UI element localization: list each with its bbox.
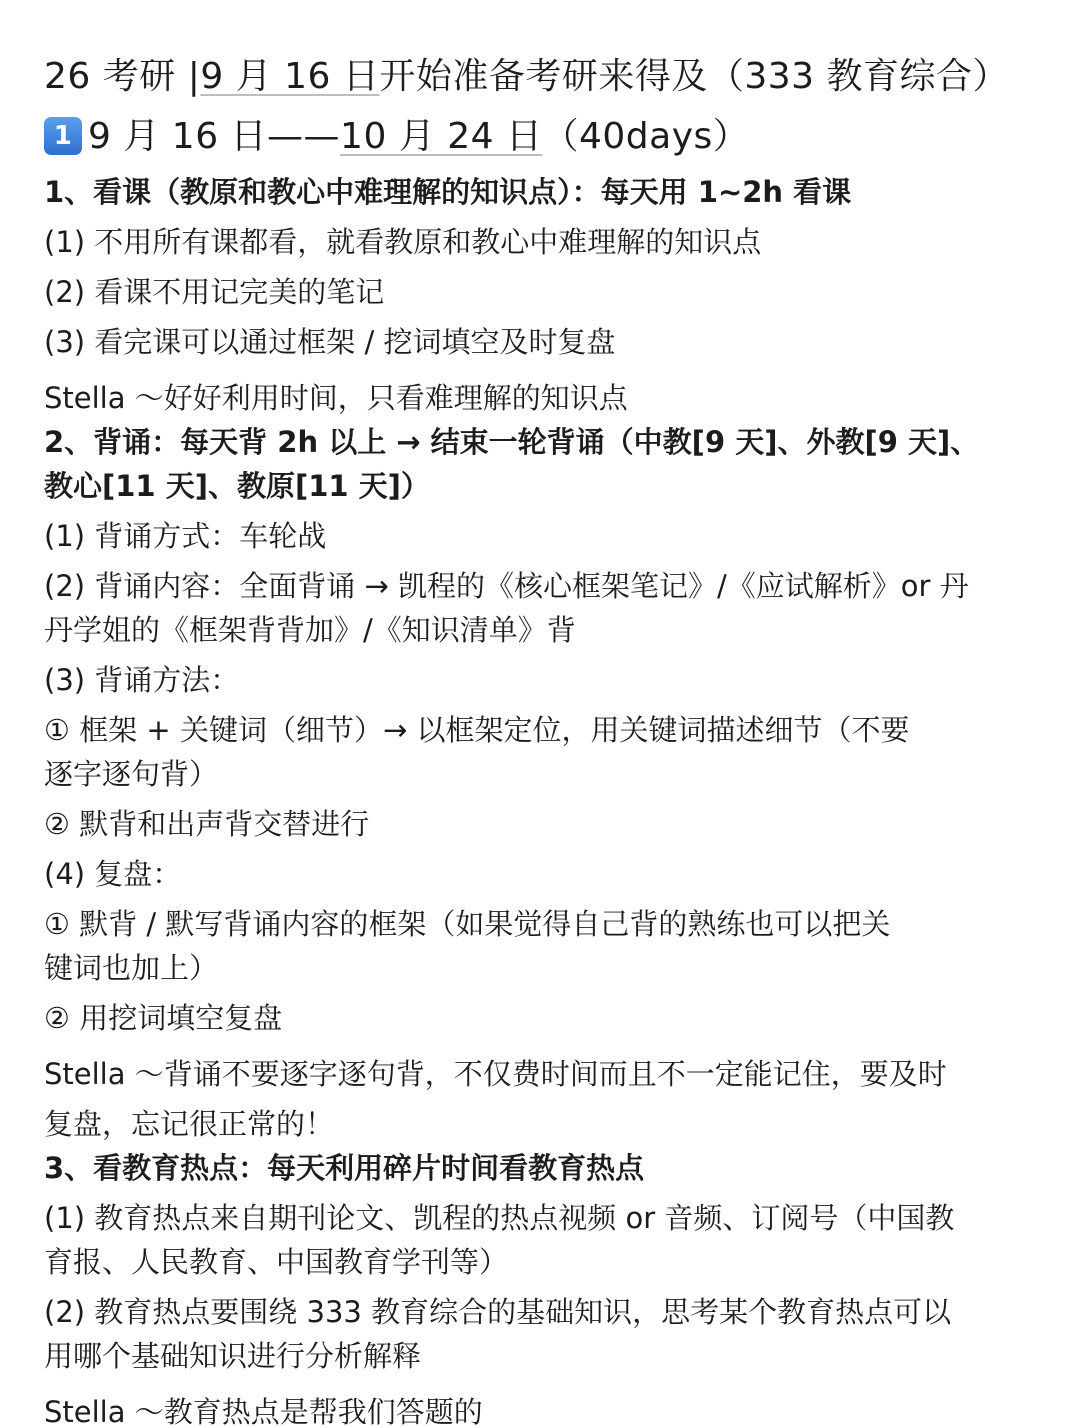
section-2-subitem-cont: 逐字逐句背） [44,757,219,791]
section-2-subitem: ① 框架 + 关键词（细节）→ 以框架定位，用关键词描述细节（不要 [44,713,910,747]
section-1-item: (1) 不用所有课都看，就看教原和教心中难理解的知识点 [44,225,762,259]
section-2-item-cont: 丹学姐的《框架背背加》/《知识清单》背 [44,613,576,647]
section-1-item: (2) 看课不用记完美的笔记 [44,275,385,309]
period-title [44,110,1036,164]
section-3-heading: 3、看教育热点：每天利用碎片时间看教育热点 [44,1151,645,1185]
page-title [44,50,1036,104]
section-1-note: Stella ～好好利用时间，只看难理解的知识点 [44,381,628,415]
section-2-note: Stella ～背诵不要逐字逐句背，不仅费时间而且不一定能记住，要及时 [44,1057,947,1091]
keycap-one-icon: 1 [44,117,82,155]
section-3-note: Stella ～教育热点是帮我们答题的 [44,1395,483,1427]
period-days: （40days） [542,116,750,157]
title-suffix: 开始准备考研来得及（333 教育综合） [379,56,1010,97]
section-3-item: (1) 教育热点来自期刊论文、凯程的热点视频 or 音频、订阅号（中国教 [44,1201,955,1235]
section-1-heading: 1、看课（教原和教心中难理解的知识点）：每天用 1~2h 看课 [44,175,852,209]
section-2-heading: 2、背诵：每天背 2h 以上 → 结束一轮背诵（中教[9 天]、外教[9 天]、 [44,425,980,459]
title-prefix: 26 考研 | [44,56,201,97]
period-start: 9 月 16 日—— [88,116,341,157]
section-2-subitem-cont: 键词也加上） [44,951,219,985]
period-end: 10 月 24 日 [340,116,543,157]
section-2-subitem: ② 用挖词填空复盘 [44,1001,283,1035]
section-2-item: (1) 背诵方式：车轮战 [44,519,327,553]
section-2-item: (2) 背诵内容：全面背诵 → 凯程的《核心框架笔记》/《应试解析》or 丹 [44,569,969,603]
section-2-subitem: ① 默背 / 默写背诵内容的框架（如果觉得自己背的熟练也可以把关 [44,907,891,941]
section-3-item-cont: 用哪个基础知识进行分析解释 [44,1339,422,1373]
section-2-item: (3) 背诵方法： [44,663,240,697]
section-2-subitem: ② 默背和出声背交替进行 [44,807,370,841]
section-2-heading-cont: 教心[11 天]、教原[11 天]） [44,469,430,503]
title-date: 9 月 16 日 [200,56,380,97]
section-2-note-cont: 复盘，忘记很正常的！ [44,1107,335,1141]
section-1-item: (3) 看完课可以通过框架 / 挖词填空及时复盘 [44,325,616,359]
section-3-item: (2) 教育热点要围绕 333 教育综合的基础知识，思考某个教育热点可以 [44,1295,952,1329]
section-3-item-cont: 育报、人民教育、中国教育学刊等） [44,1245,509,1279]
section-2-item: (4) 复盘： [44,857,182,891]
